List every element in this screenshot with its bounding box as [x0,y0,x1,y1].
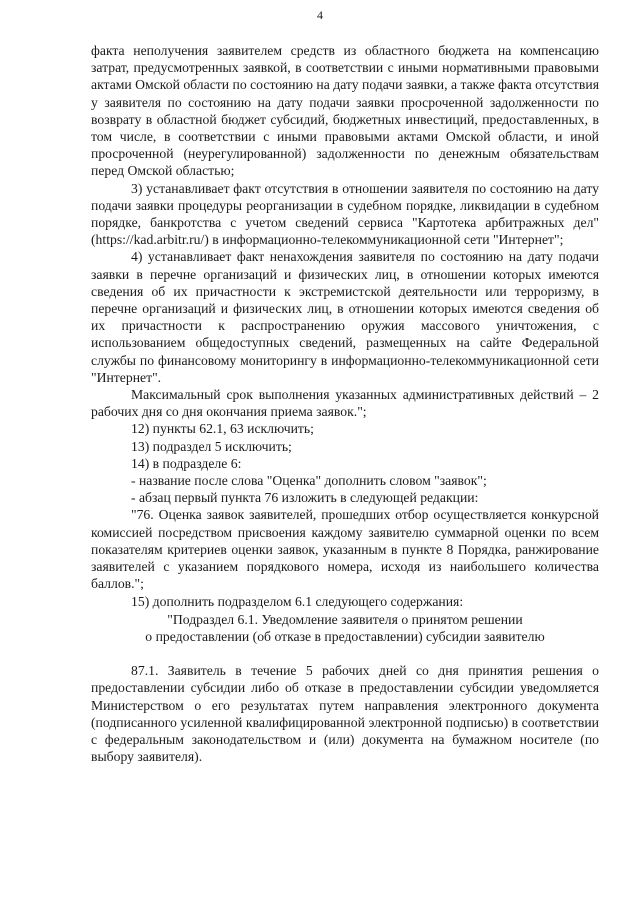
subsection-heading-line-1: "Подраздел 6.1. Уведомление заявителя о принятом решении [167,611,523,627]
paragraph-continuation: факта неполучения заявителем средств из областного бюджета на компенсацию затрат, предусмотренных заявкой, в соответствии с иными нормативными правовыми актами Омской области по состоянию на дату подачи заявки, а также факта отсутствия у заявителя по состоянию на дату подачи заявки просроченной задолженности по возврату в областной бюджет субсидий, бюджетных инвестиций, предоставленных, в том числе, в соответствии с иными правовыми актами Омской области, и иной просроченной (неурегулированной) задолженности по денежным обязательствам перед Омской областью; [91,43,599,179]
paragraph-item-3: 3) устанавливает факт отсутствия в отношении заявителя по состоянию на дату подачи заявки процедуры реорганизации в судебном порядке, ликвидации в судебном порядке, банкротства с учетом сведений сервиса "Картотека арбитражных дел" (https://kad.arbitr.ru/) в информационно-телекоммуникационной сети "Интернет"; [91,180,599,248]
paragraph-max-term: Максимальный срок выполнения указанных административных действий – 2 рабочих дня со дня окончания приема заявок."; [91,387,599,420]
subsection-heading-line-2: о предоставлении (об отказе в предоставлении) субсидии заявителю [145,628,545,644]
paragraph-item-14-clause-76: - абзац первый пункта 76 изложить в следующей редакции: [131,490,479,506]
page-number: 4 [317,8,323,22]
paragraph-item-14-title-change: - название после слова "Оценка" дополнить словом "заявок"; [131,473,487,489]
subsection-heading [91,611,599,645]
document-body [91,42,599,765]
paragraph-clause-87-1: 87.1. Заявитель в течение 5 рабочих дней со дня принятия решения о предоставлении субсидии либо об отказе в предоставлении субсидии уведомляется Министерством о его результатах путем направления электронного документа (подписанного усиленной квалифицированной электронной подписью) в соответствии с федеральным законодательством и (или) документа на бумажном носителе (по выбору заявителя). [91,663,599,765]
paragraph-item-13: 13) подраздел 5 исключить; [131,438,292,454]
paragraph-item-4: 4) устанавливает факт ненахождения заявителя по состоянию на дату подачи заявки в перечне организаций и физических лиц, в отношении которых имеются сведения об их причастности к экстремистской деятельности или терроризму, в перечне организаций и физических лиц, в отношении которых имеются сведения об их причастности к распространению оружия массового уничтожения, с использованием общедоступных сведений, размещенных на сайте Федеральной службы по финансовому мониторингу в информационно-телекоммуникационной сети "Интернет". [91,249,599,385]
paragraph-item-15: 15) дополнить подразделом 6.1 следующего содержания: [131,593,464,609]
paragraph-item-12: 12) пункты 62.1, 63 исключить; [131,421,314,437]
paragraph-clause-76-text: "76. Оценка заявок заявителей, прошедших отбор осуществляется конкурсной комиссией посредством присвоения каждому заявителю суммарной оценки по всем показателям критериев оценки заявок, указанным в пункте 8 Порядка, ранжирование заявителей с указанием порядкового номера, исходя из наибольшего количества баллов."; [91,507,599,592]
paragraph-item-14: 14) в подразделе 6: [131,455,242,471]
